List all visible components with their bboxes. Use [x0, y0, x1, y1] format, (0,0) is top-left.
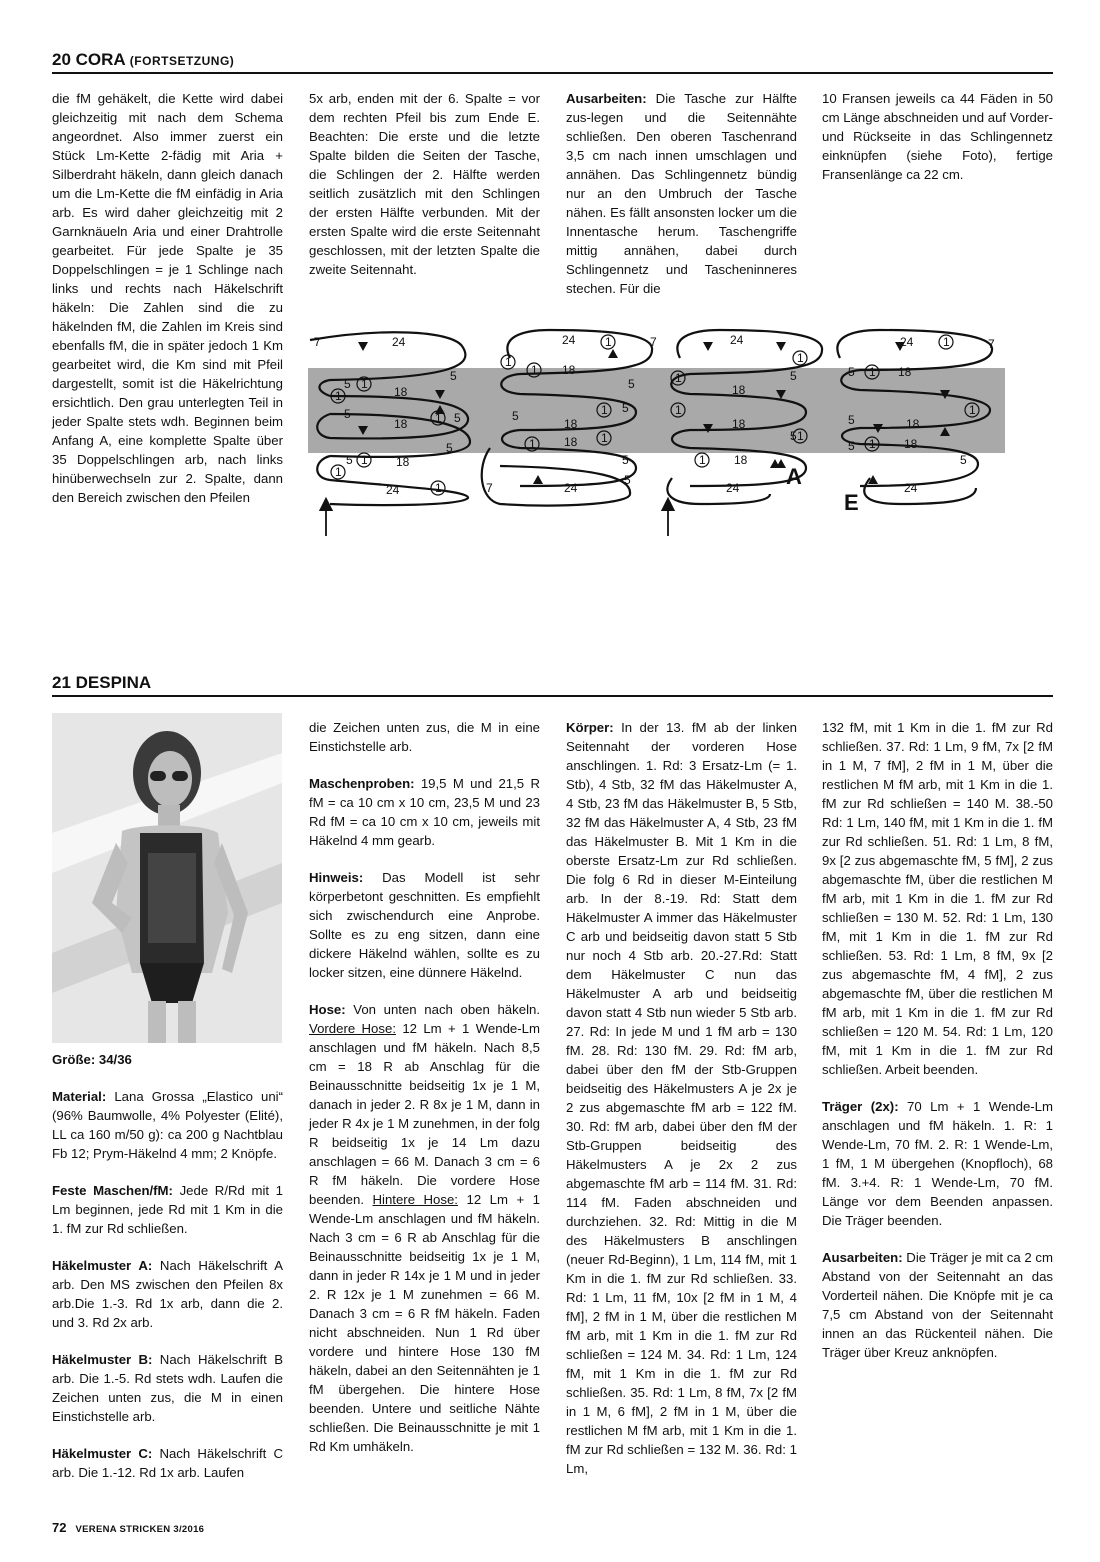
body-continued: 132 fM, mit 1 Km in die 1. fM zur Rd schließen. 37. Rd: 1 Lm, 9 fM, 7x [2 fM in 1 M, 7 fM], 2 fM in 1 M, über die restlichen M fM arb, mit 1 Km in die 1. fM zur Rd schließen = 140 M. 38.-50 Rd: 1 Lm, 140 fM, mit 1 Km in die 1. fM zur Rd schließen. 51. Rd: 1 Lm, 8 fM, 9x [2 zus abgemaschte fM, 5 fM], 2 zus abgemaschte fM, über die restlichen M fM arb, mit 1 Km in die 1. fM zur Rd schließen = 130 M. 52. Rd: 1 Lm, 130 fM, mit 1 Km in die 1. fM zur Rd schließen. 53. Rd: 1 Lm, 8 fM, 9x [2 zus abgemaschte fM, 4 fM], 2 zus abgemaschte fM, über die restlichen M fM arb, mit 1 Km in die 1. fM zur Rd schließen = 120 M. 54. Rd: 1 Lm, 120 fM, mit 1 Km in die 1. fM zur Rd schließen. Arbeit beenden.	[822, 720, 1053, 1077]
label-18: 18	[394, 385, 408, 399]
model-photo	[52, 713, 282, 1043]
label-24: 24	[900, 335, 914, 349]
label-18: 18	[734, 453, 748, 467]
circled-1: 1	[435, 481, 442, 495]
finishing-text: Die Träger je mit ca 2 cm Abstand von der Seitennaht an das Vorderteil nähen. Die Knöpfe mit je ca 7,5 cm Abstand von der Seitennaht innen an das Rückenteil nähen. Die Träger über Kreuz anknöpfen.	[822, 1250, 1053, 1360]
material-text: Lana Grossa „Elastico uni“ (96% Baumwolle, 4% Polyester (Elité), LL ca 160 m/50 g): ca 200 g Nachtblau Fb 12; Prym-Häkelnd 4 mm; 2 Knöpfe.	[52, 1089, 283, 1161]
label-5: 5	[454, 411, 461, 425]
circled-1: 1	[675, 371, 682, 385]
fm-paragraph	[52, 1181, 283, 1238]
straps-label: Träger (2x):	[822, 1099, 899, 1114]
back-pants-text: 12 Lm + 1 Wende-Lm anschlagen und fM häkeln. Nach 3 cm = 6 R ab Anschlag für die Beinausschnitte beidseitig 1x je 1 M, dann in jeder R 14x je 1 M und in jeder 2. R 12x je 1 M zunehmen = 66 M. Danach 3 cm = 6 R fM häkeln. Faden nicht abschneiden. Nun 1 Rd über vordere und hintere Hose 130 fM häkeln, dabei an den Seitennähten je 1 fM übergehen. Die hintere Hose beenden. Untere und seitliche Nähte schließen. Die Beinausschnitte je mit 1 Rd Km umhäkeln.	[309, 1192, 540, 1454]
gauge-text: 19,5 M und 21,5 R fM = ca 10 cm x 10 cm, 23,5 M und 23 Rd fM = ca 10 cm x 10 cm, jeweils mit Häkelnd 4 mm gearb.	[309, 776, 540, 848]
label-24: 24	[562, 333, 576, 347]
pants-intro: Von unten nach oben häkeln.	[345, 1002, 540, 1017]
label-18: 18	[562, 363, 576, 377]
section-title: 20 CORA	[52, 50, 126, 69]
label-24: 24	[386, 483, 400, 497]
front-pants-text: 12 Lm + 1 Wende-Lm anschlagen und fM häkeln. Nach 8,5 cm = 18 R ab Anschlag für die Beinausschnitte beidseitig 1x je 1 M, danach in jeder 2. R 8x je 1 M, dann in jeder R 4x je 1 M zunehmen, in der folg R beidseitig 1x je 14 Lm dazu anschlagen = 66 M. Danach 3 cm = 6 R fM häkeln. Die vordere Hose beenden.	[309, 1021, 540, 1207]
label-7: 7	[314, 335, 321, 349]
start-label-A: A	[786, 464, 802, 489]
fm-label: Feste Maschen/fM:	[52, 1183, 173, 1198]
circled-1: 1	[797, 429, 804, 443]
circled-1: 1	[361, 377, 368, 391]
pants-label: Hose:	[309, 1002, 346, 1017]
label-5: 5	[512, 409, 519, 423]
crochet-chart	[300, 318, 1005, 543]
circled-1: 1	[943, 335, 950, 349]
chart-arrows	[326, 504, 668, 536]
section-subtitle: (FORTSETZUNG)	[129, 54, 235, 68]
circled-1: 1	[361, 453, 368, 467]
label-24: 24	[564, 481, 578, 495]
size-line: Größe: 34/36	[52, 1052, 132, 1067]
despina-column-3	[566, 718, 797, 1478]
page-footer	[52, 1520, 204, 1535]
circled-1: 1	[869, 365, 876, 379]
label-5: 5	[624, 473, 631, 487]
note-paragraph	[309, 868, 540, 982]
pattern-b-paragraph	[52, 1350, 283, 1426]
circled-1: 1	[529, 437, 536, 451]
circled-1: 1	[531, 363, 538, 377]
cora-column-2	[309, 89, 540, 279]
material-label: Material:	[52, 1089, 107, 1104]
end-label-E: E	[844, 490, 859, 515]
pattern-b-label: Häkelmuster B:	[52, 1352, 153, 1367]
despina-column-2	[309, 718, 540, 1456]
label-5: 5	[960, 453, 967, 467]
body-text: In der 13. fM ab der linken Seitennaht der vorderen Hose anschlingen. 1. Rd: 3 Ersatz-Lm (= 1. Stb), 4 Stb, 32 fM das Häkelmuster A, 4 Stb, 23 fM das Häkelmuster B, 5 Stb, 32 fM das Häkelmuster A, 4 Stb, 23 fM das Häkelmuster B. Mit 1 Km in die oberste Ersatz-Lm zur Rd schließen. Die folg 6 Rd in dieser M-Einteilung arb. In der 8.-19. Rd: Statt dem Häkelmuster A immer das Häkelmuster C arb und beidseitig davon statt 5 Stb nur noch 4 Stb arb. 20.-27.Rd: Statt dem Häkelmuster C nun das Häkelmuster A arb und beidseitig davon statt 4 Stb nun wieder 5 Stb arb. 27. Rd: In jede M und 1 fM arb = 130 fM. 28. Rd: 130 fM. 29. Rd: fM arb, dabei über den fM der Stb-Gruppen beidseitig des Häkelmusters A je 2x je 2 zus abgemaschte fM arb = 122 fM. 30. Rd: fM arb, dabei über den fM der Stb-Gruppen beidseitig des Häkelmusters A je 2x 2 zus abgemaschte fM arb = 114 fM. 31. Rd: 114 fM. Faden abschneiden und durchziehen. 32. Rd: Mittig in die M des Häkelmusters B anschlingen (neuer Rd-Beginn), 1 Lm, 114 fM, mit 1 Km in die 1. fM zur Rd schließen. 33. Rd: 1 Lm, 11 fM, 10x [2 fM in 1 M, 4 fM], 2 fM in 1 M, über die restlichen M fM arb, mit 1 Km in die 1. fM zur Rd schließen = 124 M. 34. Rd: 1 Lm, 124 fM, mit 1 Km in die 1. fM zur Rd schließen. 35. Rd: 1 Lm, 8 fM, 7x [2 fM in 1 M, 6 fM], 2 fM in 1 M, über die restlichen M fM arb, mit 1 Km in die 1. fM zur Rd schließen = 132 M. 36. Rd: 1 Lm,	[566, 720, 797, 1476]
pattern-c-continued: die Zeichen unten zus, die M in eine Einstichstelle arb.	[309, 720, 540, 754]
finishing-label: Ausarbeiten:	[822, 1250, 903, 1265]
label-5: 5	[628, 377, 635, 391]
despina-column-1	[52, 1050, 283, 1482]
body-label: Körper:	[566, 720, 614, 735]
label-5: 5	[790, 369, 797, 383]
circled-1: 1	[435, 411, 442, 425]
straps-text: 70 Lm + 1 Wende-Lm anschlagen und fM häkeln. 1. R: 1 Wende-Lm, 70 fM. 2. R: 1 Wende-Lm, 1 fM, 1 M übergehen (Knopfloch), 68 fM. 3.+4. R: 1 Wende-Lm, 70 fM. Länge vor dem Beenden anpassen. Die Träger beenden.	[822, 1099, 1053, 1228]
gauge-paragraph	[309, 774, 540, 850]
circled-1: 1	[869, 437, 876, 451]
label-5: 5	[848, 413, 855, 427]
label-5: 5	[346, 453, 353, 467]
label-18: 18	[564, 417, 578, 431]
label-24: 24	[392, 335, 406, 349]
model-photo-image	[52, 713, 282, 1043]
cora-column-4	[822, 89, 1053, 184]
repeat-band	[308, 368, 1005, 453]
cora-column-3	[566, 89, 797, 298]
pattern-c-paragraph	[52, 1444, 283, 1482]
magazine-name: VERENA STRICKEN 3/2016	[75, 1524, 205, 1535]
circled-1: 1	[601, 403, 608, 417]
label-5: 5	[344, 407, 351, 421]
label-18: 18	[904, 437, 918, 451]
label-5: 5	[848, 365, 855, 379]
label-24: 24	[730, 333, 744, 347]
circled-1: 1	[335, 465, 342, 479]
label-18: 18	[394, 417, 408, 431]
note-text: Das Modell ist sehr körperbetont geschnitten. Es empfiehlt sich zwischendurch eine Anprobe. Sollte es zu eng sitzen, dann eine dickere Häkelnd wählen, sollte es zu locker sitzen, eine dünnere Häkelnd.	[309, 870, 540, 980]
circled-1: 1	[699, 453, 706, 467]
circled-1: 1	[601, 431, 608, 445]
label-5: 5	[344, 377, 351, 391]
label-7: 7	[650, 335, 657, 349]
front-pants-label: Vordere Hose:	[309, 1021, 396, 1036]
cora-finishing-text: Die Tasche zur Hälfte zus-legen und die Seitennähte schließen. Den oberen Taschenrand 3,5 cm nach innen umschlagen und annähen. Das Schlingennetz bündig nur an den Umbruch der Tasche nähen. Es fällt ansonsten locker um die Innentasche herum. Taschengriffe mittig annähen, dabei durch Schlingennetz und Tascheninneres stechen. Für die	[566, 91, 797, 296]
pattern-b-text: Nach Häkelschrift B arb. Die 1.-5. Rd stets wdh. Laufen die Zeichen unten zus, die M in einen Einstichstelle arb.	[52, 1352, 283, 1424]
cora-text-2: 5x arb, enden mit der 6. Spalte = vor dem rechten Pfeil bis zum Ende E. Beachten: Die erste und die letzte Spalte bilden die Seiten der Tasche, die Schlingen der 2. Hälfte werden seitlich zusätzlich mit den Schlingen der ersten Hälfte verbunden. Mit der ersten Spalte wird die erste Seitennaht geschlossen, mit der letzten Spalte die zweite Seitennaht.	[309, 91, 540, 277]
label-7: 7	[486, 481, 493, 495]
pattern-a-label: Häkelmuster A:	[52, 1258, 153, 1273]
circled-1: 1	[605, 335, 612, 349]
straps-paragraph	[822, 1097, 1053, 1230]
body-paragraph	[566, 718, 797, 1478]
note-label: Hinweis:	[309, 870, 364, 885]
label-18: 18	[898, 365, 912, 379]
section-title: 21 DESPINA	[52, 673, 152, 692]
label-5: 5	[848, 439, 855, 453]
label-24: 24	[904, 481, 918, 495]
back-pants-label: Hintere Hose:	[372, 1192, 458, 1207]
page-number: 72	[52, 1520, 67, 1535]
cora-text-3	[566, 89, 797, 298]
label-7: 7	[988, 337, 995, 351]
circled-1: 1	[335, 389, 342, 403]
label-18: 18	[396, 455, 410, 469]
finishing-paragraph	[822, 1248, 1053, 1362]
section-heading-cora	[52, 50, 1053, 74]
label-18: 18	[564, 435, 578, 449]
label-5: 5	[450, 369, 457, 383]
label-5: 5	[790, 429, 797, 443]
cora-text-4: 10 Fransen jeweils ca 44 Fäden in 50 cm Länge abschneiden und auf Vorder- und Rückseite in das Schlingennetz einknüpfen (siehe Foto), fertige Fransenlänge ca 22 cm.	[822, 91, 1053, 182]
label-5: 5	[622, 401, 629, 415]
label-18: 18	[732, 417, 746, 431]
circled-1: 1	[675, 403, 682, 417]
label-24: 24	[726, 481, 740, 495]
gauge-label: Maschenproben:	[309, 776, 415, 791]
despina-column-4	[822, 718, 1053, 1362]
section-heading-despina	[52, 673, 1053, 697]
pattern-c-label: Häkelmuster C:	[52, 1446, 153, 1461]
circled-1: 1	[797, 351, 804, 365]
pattern-c-text: Nach Häkelschrift C arb. Die 1.-12. Rd 1x arb. Laufen	[52, 1446, 283, 1480]
cora-finishing-label: Ausarbeiten:	[566, 91, 647, 106]
cora-text-1: die fM gehäkelt, die Kette wird dabei gleichzeitig mit nach dem Schema angeordnet. Also immer zuerst ein Stück Lm-Kette 2-fädig mit Aria + Silberdraht häkeln, dann gleich danach um die Lm-Kette die fM einfädig in Aria arb. Es wird daher gleichzeitig mit 2 Garnknäueln Aria und einer Drahtrolle gearbeitet. Für jede Spalte je 35 Doppelschlingen = je 1 Schlinge nach links und rechts nach Häkelschrift häkeln: Die Zahlen sind die zu häkelnden fM, die Zahlen im Kreis sind ebenfalls fM, die in später jedoch 1 Km gearbeitet wird, die Km sind mit Pfeil dargestellt, somit ist die Häkelrichtung ersichtlich. Den grau unterlegten Teil in jeder Spalte stets wdh. Beginnen beim Anfang A, eine komplette Spalte über 35 Doppelschlingen arb, nach links hinüberwechseln zur 2. Spalte, dann den Bereich zwischen den Pfeilen	[52, 91, 283, 505]
circled-1: 1	[969, 403, 976, 417]
circled-1: 1	[505, 355, 512, 369]
pants-paragraph	[309, 1000, 540, 1456]
label-18: 18	[906, 417, 920, 431]
label-5: 5	[622, 453, 629, 467]
label-5: 5	[446, 441, 453, 455]
fm-text: Jede R/Rd mit 1 Lm beginnen, jede Rd mit 1 Km in die 1. fM zur Rd schließen.	[52, 1183, 284, 1236]
cora-column-1	[52, 89, 283, 507]
label-18: 18	[732, 383, 746, 397]
material-paragraph	[52, 1087, 283, 1163]
pattern-a-text: Nach Häkelschrift A arb. Den MS zwischen den Pfeilen 8x arb.Die 1.-3. Rd 1x arb, dann die 2. und 3. Rd 2x arb.	[52, 1258, 283, 1330]
pattern-a-paragraph	[52, 1256, 283, 1332]
